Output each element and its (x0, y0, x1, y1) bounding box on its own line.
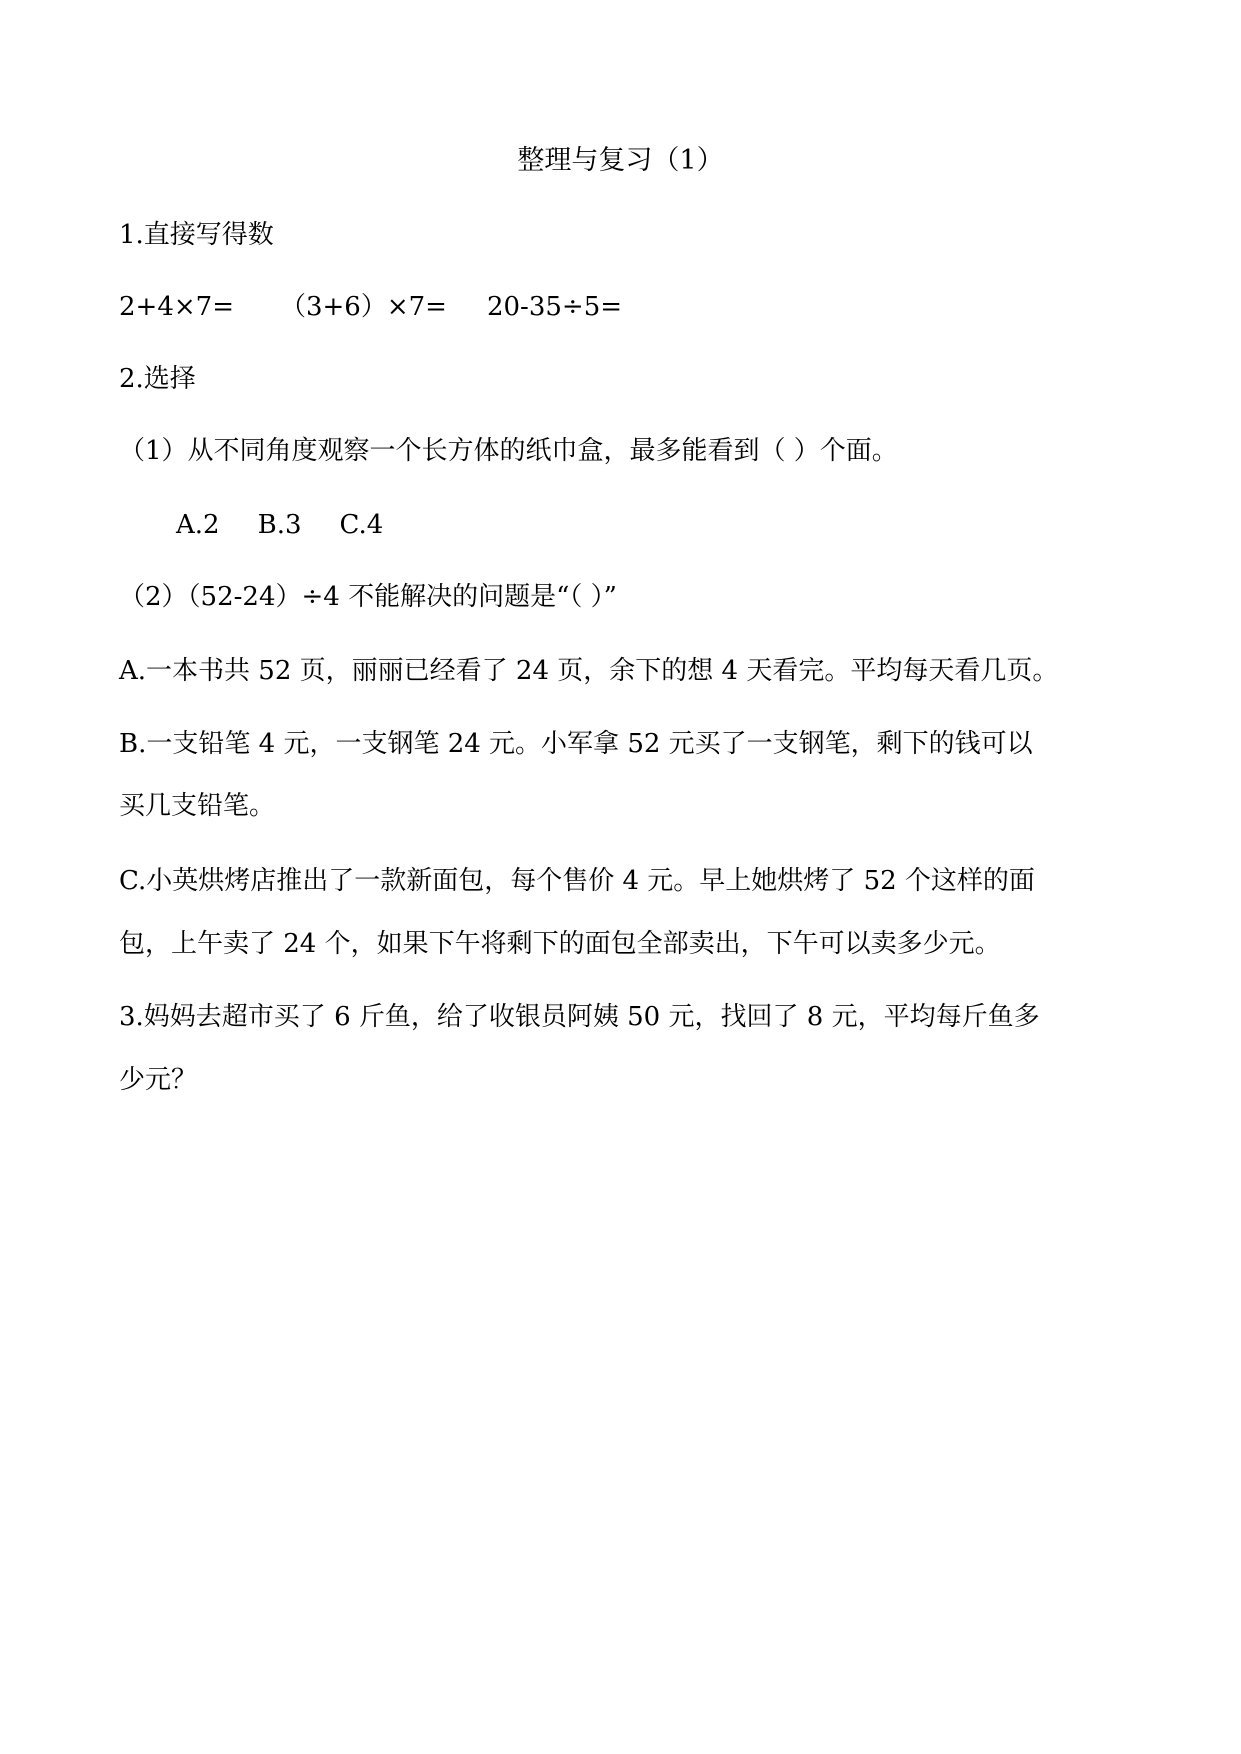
page-title: 整理与复习（1） (517, 145, 724, 176)
option-b: B.3 (257, 510, 302, 540)
q2-sub2-option-c-line1: C.小英烘烤店推出了一款新面包，每个售价 4 元。早上她烘烤了 52 个这样的面 (119, 866, 1035, 896)
q2-sub2-option-b-line2: 买几支铅笔。 (119, 791, 276, 821)
q3-line1: 3.妈妈去超市买了 6 斤鱼，给了收银员阿姨 50 元，找回了 8 元，平均每斤鱼多 (119, 1002, 1040, 1032)
q2-sub2-option-c-line2: 包，上午卖了 24 个，如果下午将剩下的面包全部卖出，下午可以卖多少元。 (119, 929, 1001, 959)
q2-sub1-question: （1）从不同角度观察一个长方体的纸巾盒，最多能看到（ ）个面。 (119, 436, 898, 466)
expression-3: 20-35÷5= (486, 292, 623, 322)
q2-sub2-option-b-line1: B.一支铅笔 4 元，一支钢笔 24 元。小军拿 52 元买了一支钢笔，剩下的钱可以 (119, 729, 1033, 759)
q1-heading: 1.直接写得数 (119, 220, 274, 250)
q2-sub1-options (176, 508, 383, 542)
q2-heading: 2.选择 (119, 364, 196, 394)
q2-sub2-option-a: A.一本书共 52 页，丽丽已经看了 24 页，余下的想 4 天看完。平均每天看几页。 (119, 656, 1059, 686)
q1-expressions (119, 290, 622, 324)
expression-2: （3+6）×7= (279, 292, 447, 322)
option-c: C.4 (339, 510, 384, 540)
q2-sub2-question: （2）（52-24）÷4 不能解决的问题是“（ ）” (119, 582, 617, 612)
q3-line2: 少元？ (119, 1065, 198, 1095)
option-a: A.2 (176, 510, 220, 540)
expression-1: 2+4×7= (119, 292, 234, 322)
